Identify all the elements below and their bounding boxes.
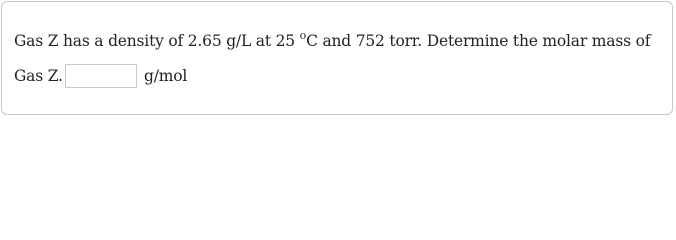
- molar-mass-answer-input[interactable]: [65, 64, 137, 88]
- question-text-part-2: C and 752 torr. Determine the molar mass of: [306, 32, 651, 50]
- question-line-2: [14, 59, 188, 94]
- question-text-part-1: Gas Z has a density of 2.65 g/L at 25: [14, 32, 300, 50]
- unit-label: g/mol: [144, 67, 188, 85]
- degree-symbol: o: [299, 29, 307, 42]
- question-card: [1, 1, 673, 115]
- question-subject: Gas Z.: [14, 67, 63, 85]
- question-line-1: [14, 24, 650, 60]
